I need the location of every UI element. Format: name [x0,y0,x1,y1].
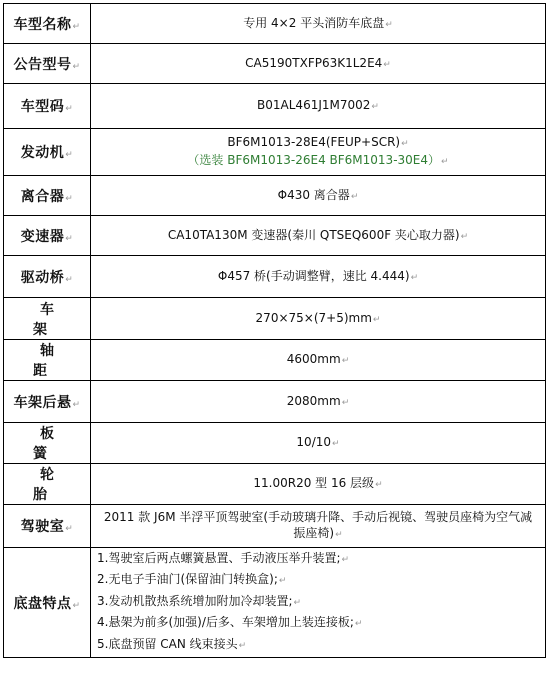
label-clutch: 离合器↵ [4,176,91,216]
value-rear-overhang: 2080mm↵ [91,381,546,423]
value-drive-axle: Φ457 桥(手动调整臂，速比 4.444)↵ [91,256,546,298]
paragraph-mark: ↵ [332,439,340,449]
value-vehicle-code: B01AL461J1M7002↵ [91,84,546,129]
paragraph-mark: ↵ [293,597,302,608]
table-row-announcement-model [4,44,546,84]
paragraph-mark: ↵ [401,139,409,149]
value-transmission: CA10TA130M 变速器(秦川 QTSEQ600F 夹心取力器)↵ [91,216,546,256]
table-row-frame [4,298,546,340]
table-row-rear-overhang [4,381,546,423]
paragraph-mark: ↵ [371,102,379,112]
paragraph-mark: ↵ [72,399,81,410]
table-row-wheelbase [4,340,546,381]
paragraph-mark: ↵ [341,554,350,565]
paragraph-mark: ↵ [350,191,359,202]
paragraph-mark: ↵ [385,19,393,30]
paragraph-mark: ↵ [335,530,343,540]
label-vehicle-name: 车型名称↵ [4,4,91,44]
table-row-cab [4,505,546,548]
paragraph-mark: ↵ [341,356,350,366]
value-cab: 2011 款 J6M 半浮平顶驾驶室(手动玻璃升降、手动后视镜、驾驶员座椅为空气减振座椅)↵ [91,505,546,548]
label-leaf-spring: 板 簧 [4,423,91,464]
paragraph-mark: ↵ [65,150,74,160]
table-row-tires [4,464,546,505]
paragraph-mark: ↵ [65,104,74,114]
label-wheelbase: 轴 距 [4,340,91,381]
label-transmission: 变速器↵ [4,216,91,256]
paragraph-mark: ↵ [72,600,81,611]
table-row-vehicle-name [4,4,546,44]
label-vehicle-code: 车型码↵ [4,84,91,129]
paragraph-mark: ↵ [65,524,74,534]
label-tires: 轮 胎 [4,464,91,505]
label-announcement-model: 公告型号↵ [4,44,91,84]
paragraph-mark: ↵ [441,157,449,167]
paragraph-mark: ↵ [383,59,391,70]
value-frame: 270×75×(7+5)mm↵ [91,298,546,340]
table-row-chassis-features [4,548,546,658]
table-row-engine [4,129,546,176]
table-row-vehicle-code [4,84,546,129]
paragraph-mark: ↵ [238,640,247,651]
table-row-leaf-spring [4,423,546,464]
value-announcement-model: CA5190TXFP63K1L2E4↵ [91,44,546,84]
list-item: 3.发动机散热系统增加附加冷却装置;↵ [97,593,302,608]
paragraph-mark: ↵ [354,619,363,630]
engine-standard: BF6M1013-28E4(FEUP+SCR)↵ [227,135,409,149]
chassis-spec-table [3,3,546,658]
label-rear-overhang: 车架后悬↵ [4,381,91,423]
value-wheelbase: 4600mm↵ [91,340,546,381]
value-tires: 11.00R20 型 16 层级↵ [91,464,546,505]
value-vehicle-name: 专用 4×2 平头消防车底盘↵ [91,4,546,44]
engine-optional: （选装 BF6M1013-26E4 BF6M1013-30E4）↵ [187,153,449,167]
paragraph-mark: ↵ [65,274,74,285]
paragraph-mark: ↵ [375,480,383,490]
list-item: 2.无电子手油门(保留油门转换盒);↵ [97,572,287,587]
label-chassis-features: 底盘特点↵ [4,548,91,658]
value-leaf-spring: 10/10↵ [91,423,546,464]
table-row-transmission [4,216,546,256]
label-engine: 发动机↵ [4,129,91,176]
paragraph-mark: ↵ [278,576,287,587]
value-engine [91,129,546,176]
list-item: 1.驾驶室后两点螺簧悬置、手动液压举升装置;↵ [97,550,350,565]
list-item: 4.悬架为前多(加强)/后多、车架增加上装连接板;↵ [97,615,363,630]
table-row-drive-axle [4,256,546,298]
paragraph-mark: ↵ [72,21,81,32]
value-clutch: Φ430 离合器↵ [91,176,546,216]
paragraph-mark: ↵ [72,61,81,72]
label-cab: 驾驶室↵ [4,505,91,548]
paragraph-mark: ↵ [460,231,469,242]
paragraph-mark: ↵ [372,314,381,325]
paragraph-mark: ↵ [65,233,74,244]
label-drive-axle: 驱动桥↵ [4,256,91,298]
value-chassis-features [91,548,546,658]
table-row-clutch [4,176,546,216]
list-item: 5.底盘预留 CAN 线束接头↵ [97,636,247,651]
label-frame: 车 架 [4,298,91,340]
features-list [97,549,545,657]
paragraph-mark: ↵ [410,272,419,283]
paragraph-mark: ↵ [341,397,350,408]
paragraph-mark: ↵ [65,193,74,204]
